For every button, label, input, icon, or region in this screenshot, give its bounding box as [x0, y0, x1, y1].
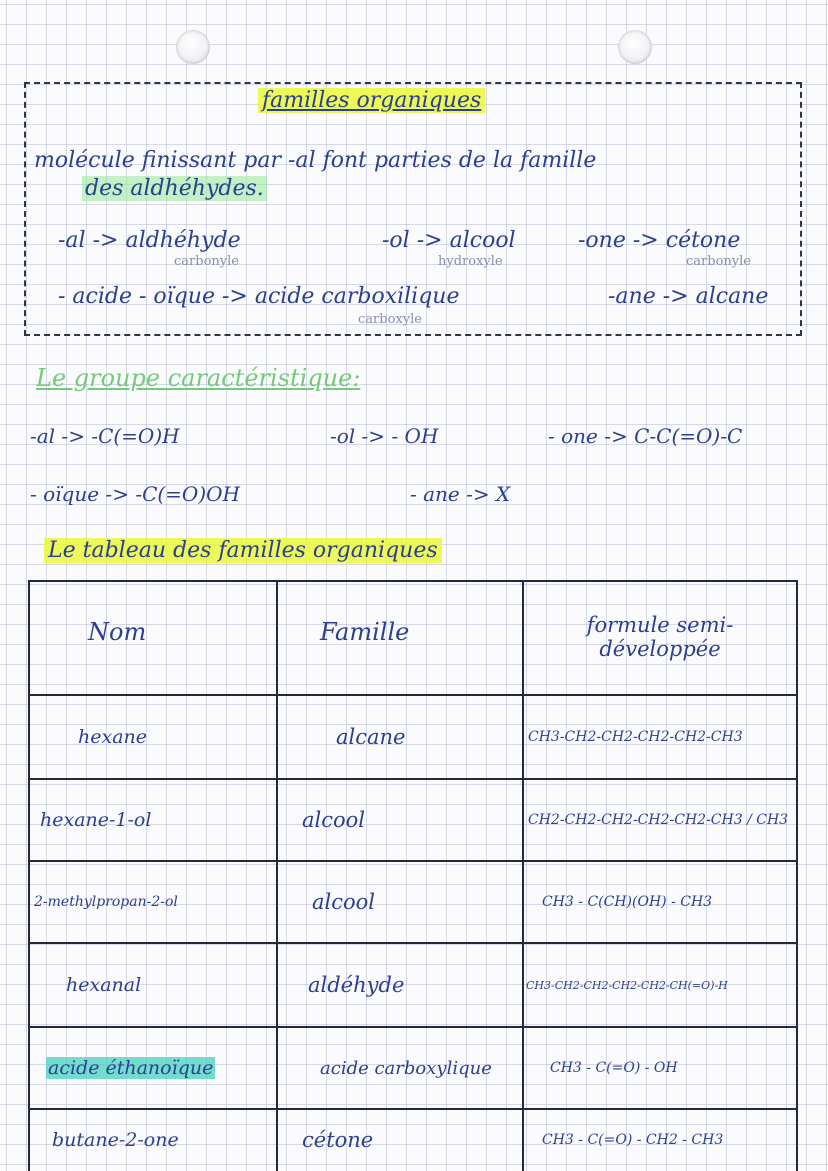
- table-row-family: aldéhyde: [308, 973, 405, 997]
- table-row-family: cétone: [302, 1128, 374, 1152]
- table-row-name: hexane-1-ol: [40, 809, 152, 831]
- definition-line-1: molécule finissant par -al font parties de la famille: [34, 148, 597, 173]
- group-oique: - oïque -> -C(=O)OH: [30, 482, 240, 506]
- table-row-family: alcool: [312, 890, 375, 914]
- table-row-formula: CH3 - C(=O) - CH2 - CH3: [542, 1132, 724, 1148]
- table-row-family: alcool: [302, 808, 365, 832]
- formula-aldehyde: -C(=O)H: [91, 424, 180, 448]
- table-row-name: 2-methylpropan-2-ol: [34, 894, 178, 910]
- suffix-ol: -ol -> alcool: [382, 228, 516, 253]
- group-label-carboxyle: carboxyle: [358, 312, 422, 327]
- table-row-formula: CH2-CH2-CH2-CH2-CH2-CH3 / CH3: [528, 812, 789, 828]
- table-row-formula: CH3 - C(=O) - OH: [550, 1060, 678, 1076]
- suffix-oique: - acide - oïque -> acide carboxilique: [58, 284, 460, 309]
- table-row-name: butane-2-one: [52, 1129, 179, 1151]
- group-ane: - ane -> X: [410, 482, 511, 506]
- formula-carboxyl: -C(=O)OH: [135, 482, 240, 506]
- definition-line-2: des aldhéhydes.: [82, 176, 267, 201]
- table-row-formula: CH3 - C(CH)(OH) - CH3: [542, 894, 713, 910]
- table-row-formula: CH3-CH2-CH2-CH2-CH2-CH(=O)-H: [526, 978, 728, 992]
- suffix-one: -one -> cétone: [578, 228, 741, 253]
- table-row-formula: CH3-CH2-CH2-CH2-CH2-CH3: [528, 729, 743, 745]
- header-famille: Famille: [320, 618, 410, 646]
- table-row-name: hexane: [78, 726, 148, 748]
- page-title: familles organiques: [258, 88, 485, 113]
- formula-alkane: X: [496, 482, 511, 506]
- table-row-family: alcane: [336, 725, 406, 749]
- families-table: [28, 580, 798, 1171]
- group-one: - one -> C-C(=O)-C: [548, 424, 743, 448]
- suffix-ane: -ane -> alcane: [608, 284, 769, 309]
- table-title: Le tableau des familles organiques: [44, 538, 442, 563]
- group-label-carbonyle: carbonyle: [174, 254, 239, 269]
- binder-hole: [618, 30, 652, 64]
- table-row-name: hexanal: [66, 974, 142, 996]
- group-label-hydroxyle: hydroxyle: [438, 254, 503, 269]
- header-nom: Nom: [88, 618, 147, 646]
- suffix-al: -al -> aldhéhyde: [58, 228, 241, 253]
- header-formule: formule semi-développée: [586, 613, 734, 661]
- formula-hydroxyl: - OH: [391, 424, 439, 448]
- formula-ketone: C-C(=O)-C: [634, 424, 743, 448]
- table-row-family: acide carboxylique: [320, 1057, 492, 1079]
- group-ol: -ol -> - OH: [330, 424, 439, 448]
- table-row-name: acide éthanoïque: [48, 1057, 214, 1079]
- group-label-carbonyle-2: carbonyle: [686, 254, 751, 269]
- group-al: -al -> -C(=O)H: [30, 424, 180, 448]
- binder-hole: [176, 30, 210, 64]
- groups-title: Le groupe caractéristique:: [36, 364, 361, 392]
